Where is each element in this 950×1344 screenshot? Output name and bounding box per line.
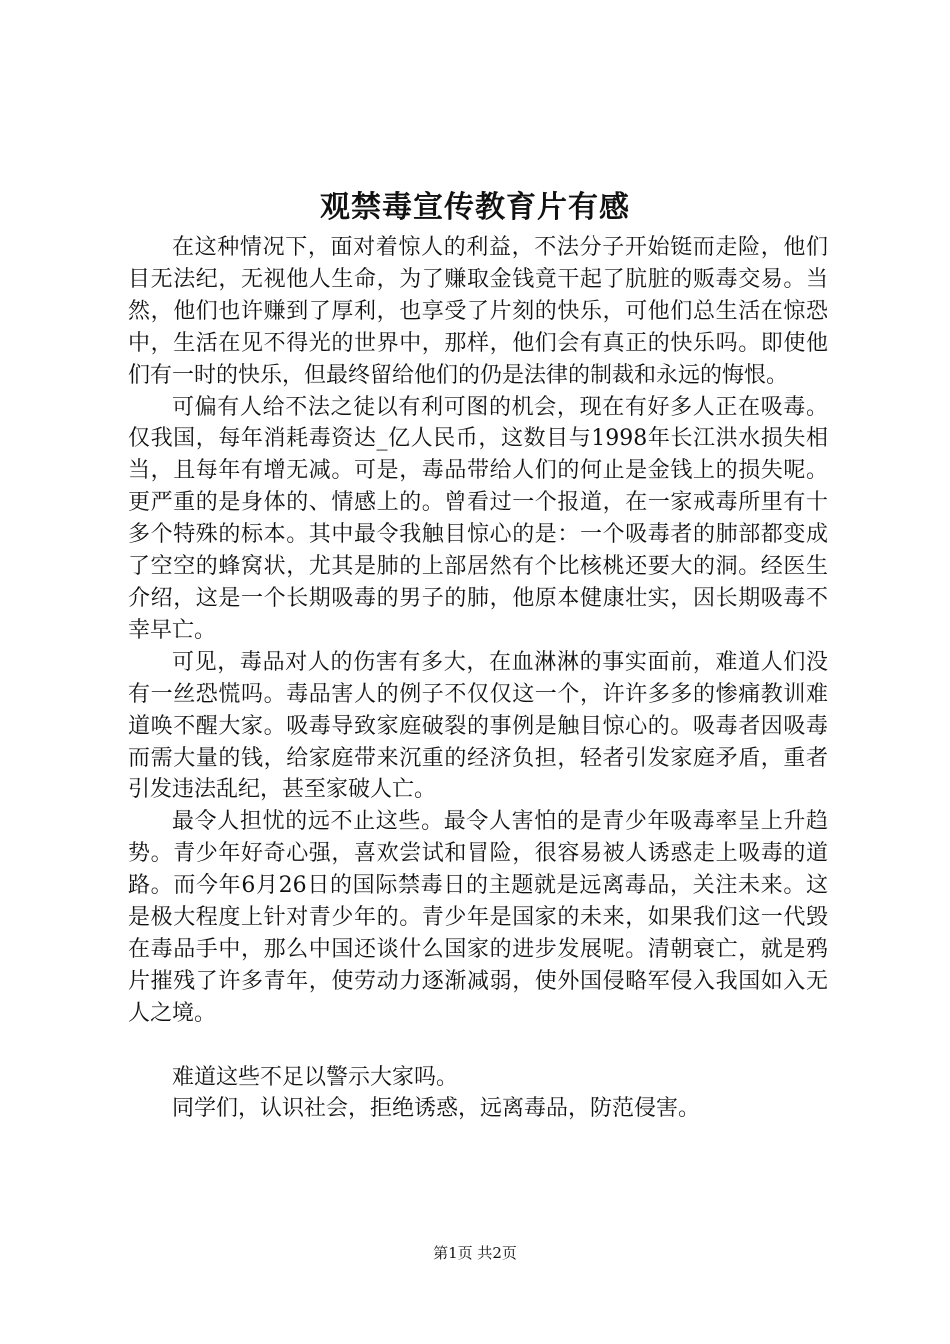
paragraph-4: 最令人担忧的远不止这些。最令人害怕的是青少年吸毒率呈上升趋势。青少年好奇心强，喜欢尝试和冒险，很容易被人诱惑走上吸毒的道路。而今年6月26日的国际禁毒日的主题就是远离毒品，关注未来。这是极大程度上针对青少年的。青少年是国家的未来，如果我们这一代毁在毒品手中，那么中国还谈什么国家的进步发展呢。清朝衰亡，就是鸦片摧残了许多青年，使劳动力逐渐减弱，使外国侵略军侵入我国如入无人之境。 <box>128 809 828 1026</box>
paragraph-3: 可见，毒品对人的伤害有多大，在血淋淋的事实面前，难道人们没有一丝恐慌吗。毒品害人的例子不仅仅这一个，许许多多的惨痛教训难道唤不醒大家。吸毒导致家庭破裂的事例是触目惊心的。吸毒者因吸毒而需大量的钱，给家庭带来沉重的经济负担，轻者引发家庭矛盾，重者引发违法乱纪，甚至家破人亡。 <box>128 649 828 803</box>
paragraph-1: 在这种情况下，面对着惊人的利益，不法分子开始铤而走险，他们目无法纪，无视他人生命，为了赚取金钱竟干起了肮脏的贩毒交易。当然，他们也许赚到了厚利，也享受了片刻的快乐，可他们总生活在惊恐中，生活在见不得光的世界中，那样，他们会有真正的快乐吗。即使他们有一时的快乐，但最终留给他们的仍是法律的制裁和永远的悔恨。 <box>128 235 828 388</box>
paragraph-6: 同学们，认识社会，拒绝诱惑，远离毒品，防范侵害。 <box>172 1096 701 1122</box>
document-title: 观禁毒宣传教育片有感 <box>320 190 630 225</box>
paragraph-2: 可偏有人给不法之徒以有利可图的机会，现在有好多人正在吸毒。仅我国，每年消耗毒资达_亿人民币，这数目与1998年长江洪水损失相当，且每年有增无减。可是，毒品带给人们的何止是金钱上的损失呢。更严重的是身体的、情感上的。曾看过一个报道，在一家戒毒所里有十多个特殊的标本。其中最令我触目惊心的是：一个吸毒者的肺部都变成了空空的蜂窝状，尤其是肺的上部居然有个比核桃还要大的洞。经医生介绍，这是一个长期吸毒的男子的肺，他原本健康壮实，因长期吸毒不幸早亡。 <box>128 394 828 643</box>
paragraph-5: 难道这些不足以警示大家吗。 <box>172 1064 459 1090</box>
page-number-footer: 第1页 共2页 <box>433 1244 517 1262</box>
document-body <box>128 232 828 1125</box>
